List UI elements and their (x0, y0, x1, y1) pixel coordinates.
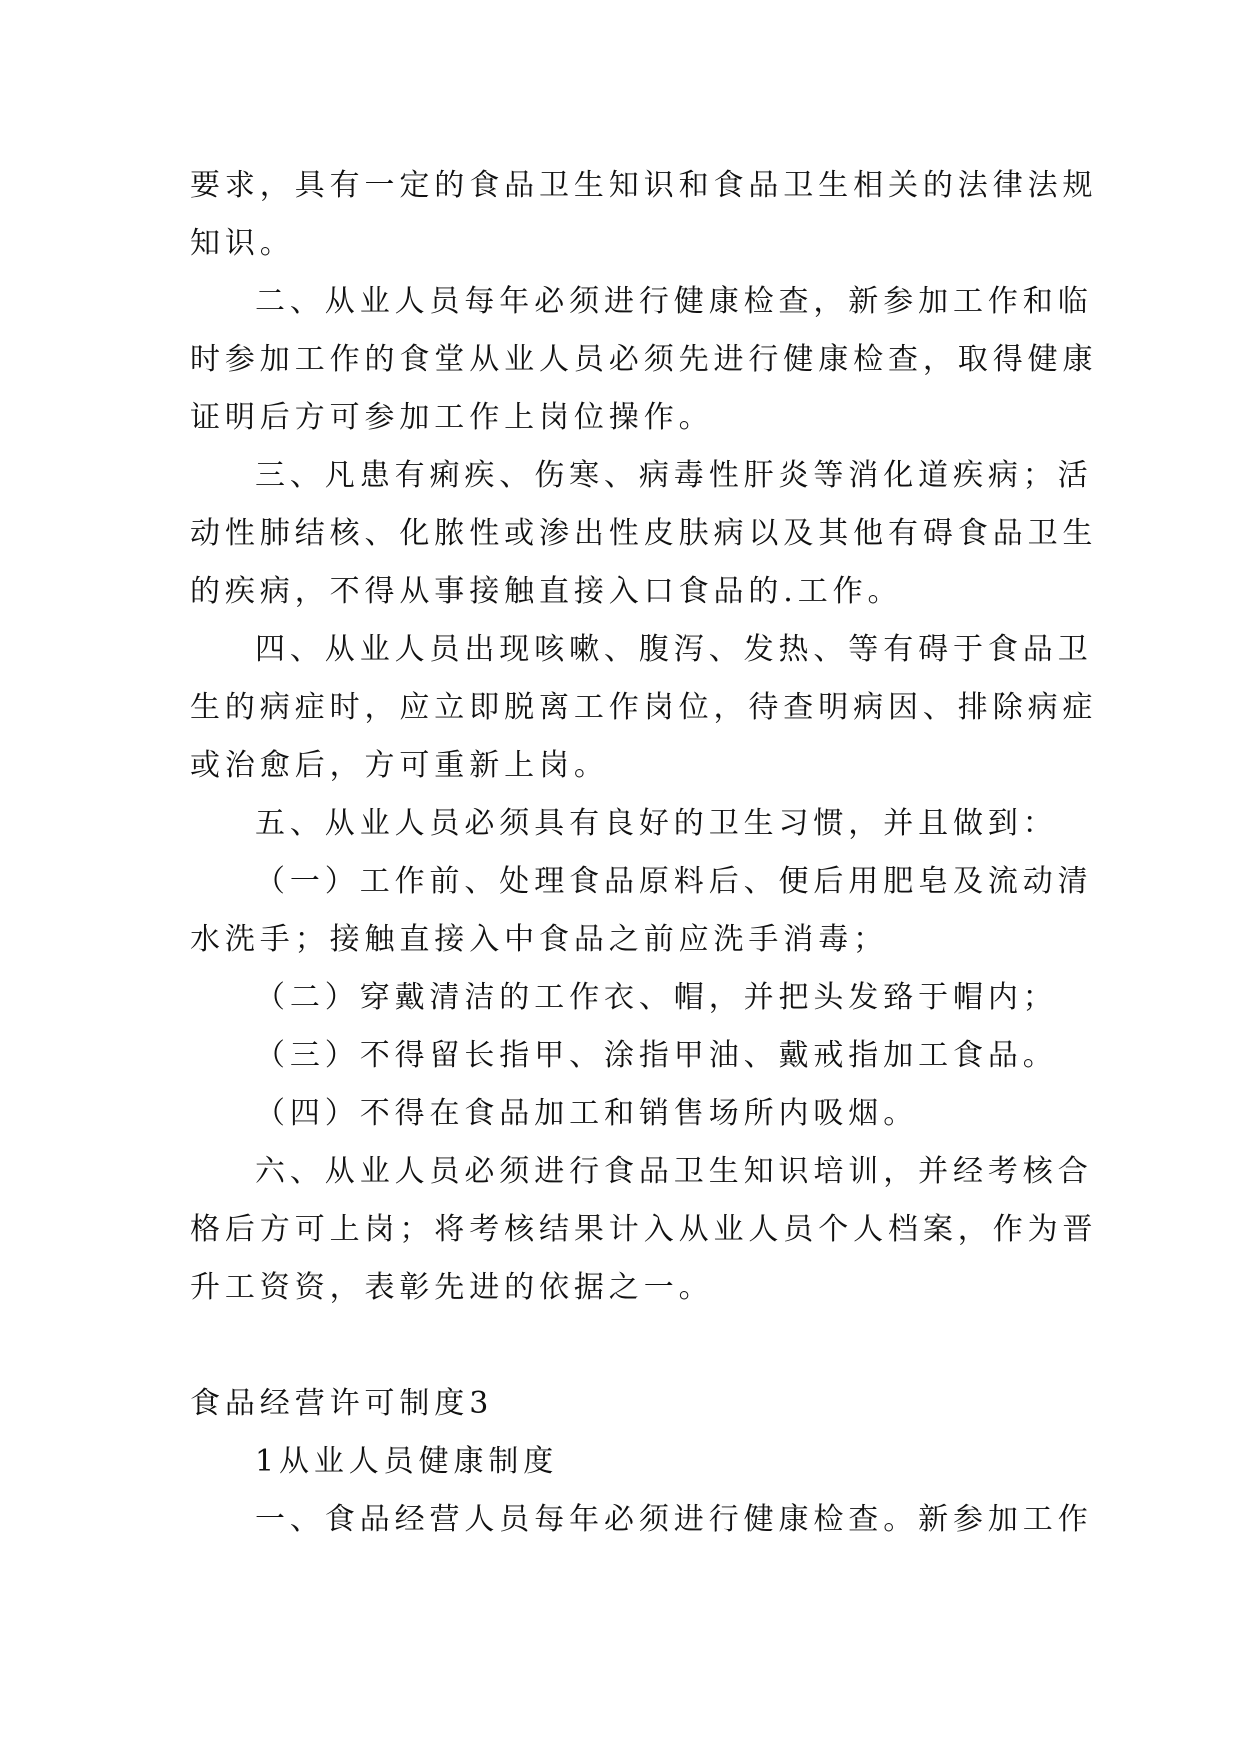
text-line-16: （三）不得留长指甲、涂指甲油、戴戒指加工食品。 (255, 1038, 1058, 1073)
text-line-19: 格后方可上岗；将考核结果计入从业人员个人档案，作为晋 (190, 1212, 1098, 1247)
text-line-11: 或治愈后，方可重新上岗。 (190, 748, 609, 783)
text-line-12: 五、从业人员必须具有良好的卫生习惯，并且做到： (255, 806, 1058, 841)
text-line-7: 动性肺结核、化脓性或渗出性皮肤病以及其他有碍食品卫生 (190, 516, 1098, 551)
text-line-3: 二、从业人员每年必须进行健康检查，新参加工作和临 (255, 284, 1093, 319)
text-line-14: 水洗手；接触直接入中食品之前应洗手消毒； (190, 922, 888, 957)
text-line-15: （二）穿戴清洁的工作衣、帽，并把头发臵于帽内； (255, 980, 1058, 1015)
subsection-heading: 1从业人员健康制度 (255, 1444, 559, 1479)
text-line-23: 一、食品经营人员每年必须进行健康检查。新参加工作 (255, 1502, 1093, 1537)
text-line-6: 三、凡患有痢疾、伤寒、病毒性肝炎等消化道疾病；活 (255, 458, 1093, 493)
text-line-9: 四、从业人员出现咳嗽、腹泻、发热、等有碍于食品卫 (255, 632, 1093, 667)
text-line-10: 生的病症时，应立即脱离工作岗位，待查明病因、排除病症 (190, 690, 1098, 725)
text-line-17: （四）不得在食品加工和销售场所内吸烟。 (255, 1096, 919, 1131)
text-line-20: 升工资资，表彰先进的依据之一。 (190, 1270, 714, 1305)
text-line-4: 时参加工作的食堂从业人员必须先进行健康检查，取得健康 (190, 342, 1098, 377)
text-line-1: 要求，具有一定的食品卫生知识和食品卫生相关的法律法规 (190, 168, 1098, 203)
section-heading: 食品经营许可制度3 (190, 1386, 494, 1421)
text-line-2: 知识。 (190, 226, 295, 261)
text-line-8: 的疾病，不得从事接触直接入口食品的.工作。 (190, 574, 903, 609)
text-line-13: （一）工作前、处理食品原料后、便后用肥皂及流动清 (255, 864, 1093, 899)
text-line-18: 六、从业人员必须进行食品卫生知识培训，并经考核合 (255, 1154, 1093, 1189)
text-line-5: 证明后方可参加工作上岗位操作。 (190, 400, 714, 435)
